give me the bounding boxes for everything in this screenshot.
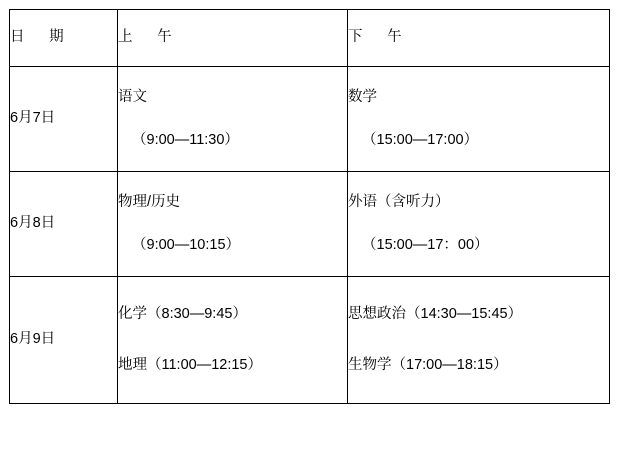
header-label-date: 日 期 xyxy=(10,29,69,46)
cell-date: 6月7日 xyxy=(10,67,118,172)
cell-morning xyxy=(118,67,348,172)
afternoon-time: （15:00—17:00） xyxy=(362,132,479,148)
afternoon-time: （15:00—17：00） xyxy=(362,237,489,253)
table-row xyxy=(10,172,610,277)
header-label-afternoon: 下 午 xyxy=(348,29,407,46)
cell-afternoon xyxy=(348,277,610,404)
table-row xyxy=(10,67,610,172)
cell-date: 6月9日 xyxy=(10,277,118,404)
cell-morning xyxy=(118,277,348,404)
exam-schedule-document xyxy=(0,9,618,476)
afternoon-subject: 思想政治（14:30—15:45） xyxy=(348,305,523,322)
cell-afternoon xyxy=(348,172,610,277)
morning-subject: 物理/历史 xyxy=(118,193,181,210)
header-cell-morning xyxy=(118,10,348,67)
header-cell-afternoon xyxy=(348,10,610,67)
afternoon-time: 生物学（17:00—18:15） xyxy=(348,357,508,373)
cell-date: 6月8日 xyxy=(10,172,118,277)
afternoon-subject: 外语（含听力） xyxy=(348,193,450,210)
morning-time: （9:00—10:15） xyxy=(132,237,241,253)
morning-time: 地理（11:00—12:15） xyxy=(118,357,262,373)
exam-schedule-table xyxy=(9,9,610,404)
header-label-morning: 上 午 xyxy=(118,29,177,46)
cell-morning xyxy=(118,172,348,277)
morning-time: （9:00—11:30） xyxy=(132,132,239,148)
afternoon-subject: 数学 xyxy=(348,88,377,105)
header-cell-date xyxy=(10,10,118,67)
table-row xyxy=(10,277,610,404)
table-header-row xyxy=(10,10,610,67)
cell-afternoon xyxy=(348,67,610,172)
morning-subject: 语文 xyxy=(118,88,147,105)
morning-subject: 化学（8:30—9:45） xyxy=(118,305,247,322)
